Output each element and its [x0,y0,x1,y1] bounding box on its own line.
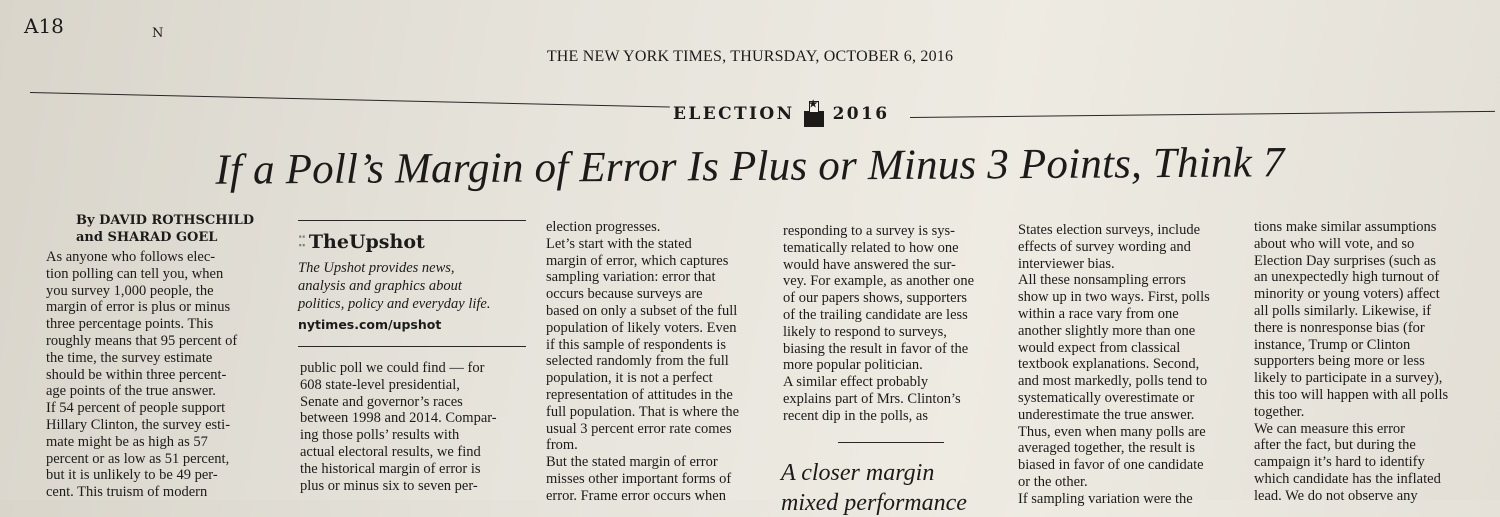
article-line: based on only a subset of the full [546,302,738,319]
article-line: this too will happen with all polls [1254,386,1449,403]
article-line: If 54 percent of people support [46,400,226,417]
article-line: roughly means that 95 percent of [46,332,238,349]
article-line: All these nonsampling errors [1018,272,1186,289]
article-line: tion polling can tell you, when [46,265,224,282]
article-line: Election Day surprises (such as [1254,252,1437,269]
upshot-description-line: analysis and graphics about [298,278,462,294]
article-line: you survey 1,000 people, the [46,282,214,299]
article-line: averaged together, the result is [1018,440,1195,457]
article-column-1 [46,249,237,501]
article-line: would expect from classical [1018,339,1181,356]
upshot-description-line: politics, policy and everyday life. [298,296,491,312]
article-line: representation of attitudes in the [546,386,733,403]
upshot-logo [298,231,526,253]
article-line: three percentage points. This [46,316,214,333]
edition-mark: N [152,26,164,41]
kicker-year: 2016 [832,104,890,124]
article-line: Let’s start with the stated [546,235,692,252]
kicker-label: ELECTION [673,104,795,124]
article-line: actual electoral results, we find [300,443,481,460]
article-line: minority or young voters) affect [1254,286,1440,303]
article-line: textbook explanations. Second, [1018,356,1200,373]
article-line: should be within three percent- [46,366,227,383]
subhead-rule [838,442,944,443]
subhead: A closer margin [781,460,935,486]
article-line: of the trailing candidate are less [783,306,968,323]
headline: If a Poll’s Margin of Error Is Plus or Minus 3 Points, Think 7 [215,139,1285,194]
subhead-continued: mixed performance [781,490,967,516]
article-line: but it is unlikely to be 49 per- [46,467,218,484]
article-line: Senate and governor’s races [300,393,463,410]
upshot-description [298,259,526,313]
page-number: A18 [24,14,64,38]
article-line: occurs because surveys are [546,286,703,303]
upshot-url: nytimes.com/upshot [298,317,442,332]
article-line: population of likely voters. Even [546,319,737,336]
article-line: and most markedly, polls tend to [1018,373,1208,390]
article-line: within a race vary from one [1018,305,1179,322]
section-rule-right [910,111,1495,118]
article-line: Hillary Clinton, the survey esti- [46,416,231,433]
article-line: there is nonresponse bias (for [1254,319,1425,336]
article-line: more popular politician. [783,357,923,374]
article-line: systematically overestimate or [1018,389,1195,406]
article-line: likely to respond to surveys, [783,323,947,340]
article-line: We can measure this error [1254,420,1406,437]
article-line: plus or minus six to seven per- [300,477,478,494]
article-line: or the other. [1018,473,1088,490]
article-line: election progresses. [546,219,661,235]
article-line: selected randomly from the full [546,353,729,370]
article-column-3 [546,219,739,505]
article-line: percent or as low as 51 percent, [46,450,230,467]
upshot-dots-icon: ⁚⁚ [298,234,305,250]
article-line: But the stated margin of error [546,454,718,471]
article-line: full population. That is where the [546,403,740,420]
promo-rule-bottom [298,346,526,347]
article-line: margin of error is plus or minus [46,299,231,316]
article-line: biased in favor of one candidate [1018,457,1204,474]
article-line: another slightly more than one [1018,322,1196,339]
section-kicker [673,101,889,127]
article-line: after the fact, but during the [1254,437,1416,454]
article-line: tematically related to how one [783,239,959,256]
article-line: all polls similarly. Likewise, if [1254,302,1432,319]
article-column-5 [1018,222,1210,508]
article-line: of our papers shows, supporters [783,290,968,307]
byline-line: and SHARAD GOEL [76,230,218,245]
article-line: instance, Trump or Clinton [1254,336,1411,353]
article-line: explains part of Mrs. Clinton’s [783,390,961,407]
article-line: an unexpectedly high turnout of [1254,269,1440,286]
article-line: public poll we could find — for [300,360,485,376]
article-line: A similar effect probably [783,374,929,391]
article-line: the time, the survey estimate [46,349,213,366]
article-line: States election surveys, include [1018,222,1201,238]
article-line: together. [1254,403,1305,420]
article-line: campaign it’s hard to identify [1254,454,1425,471]
article-line: lead. We do not observe any [1254,487,1418,504]
article-line: usual 3 percent error rate comes [546,420,732,437]
article-line: the historical margin of error is [300,460,481,477]
byline [76,212,254,246]
article-line: vey. For example, as another one [783,273,975,290]
article-line: effects of survey wording and [1018,238,1191,255]
article-line: error. Frame error occurs when [546,487,726,504]
article-line: If sampling variation were the [1018,490,1193,507]
article-line: which candidate has the inflated [1254,470,1441,487]
article-line: ing those polls’ results with [300,427,460,444]
article-line: supporters being more or less [1254,353,1425,370]
article-line: sampling variation: error that [546,269,716,286]
upshot-description-line: The Upshot provides news, [298,260,455,276]
section-rule-left [30,92,670,108]
article-line: margin of error, which captures [546,252,729,269]
upshot-name: TheUpshot [308,231,425,253]
article-line: mate might be as high as 57 [46,433,208,450]
article-line: tions make similar assumptions [1254,219,1437,235]
promo-rule-top [298,220,526,221]
article-line: age points of the true answer. [46,383,216,400]
article-column-4 [783,223,974,425]
article-line: responding to a survey is sys- [783,223,955,239]
article-line: population, it is not a perfect [546,370,713,387]
article-line: 608 state-level presidential, [300,376,460,393]
article-line: likely to participate in a survey), [1254,370,1443,387]
ballot-box-icon: ★ [801,101,827,127]
article-line: from. [546,437,578,454]
article-column-2 [300,360,497,494]
article-line: recent dip in the polls, as [783,407,928,424]
article-line: biasing the result in favor of the [783,340,969,357]
article-line: interviewer bias. [1018,255,1115,272]
article-line: Thus, even when many polls are [1018,423,1206,440]
article-line: between 1998 and 2014. Compar- [300,410,497,427]
article-line: underestimate the true answer. [1018,406,1195,423]
article-line: would have answered the sur- [783,256,956,273]
article-line: if this sample of respondents is [546,336,727,353]
article-line: show up in two ways. First, polls [1018,289,1210,306]
article-line: As anyone who follows elec- [46,249,216,265]
article-column-6 [1254,219,1448,505]
masthead-dateline: THE NEW YORK TIMES, THURSDAY, OCTOBER 6, 2016 [546,48,954,65]
article-line: cent. This truism of modern [46,484,208,501]
byline-line: By DAVID ROTHSCHILD [76,213,255,228]
article-line: misses other important forms of [546,470,732,487]
article-line: about who will vote, and so [1254,235,1415,252]
upshot-promo-box [298,220,526,347]
